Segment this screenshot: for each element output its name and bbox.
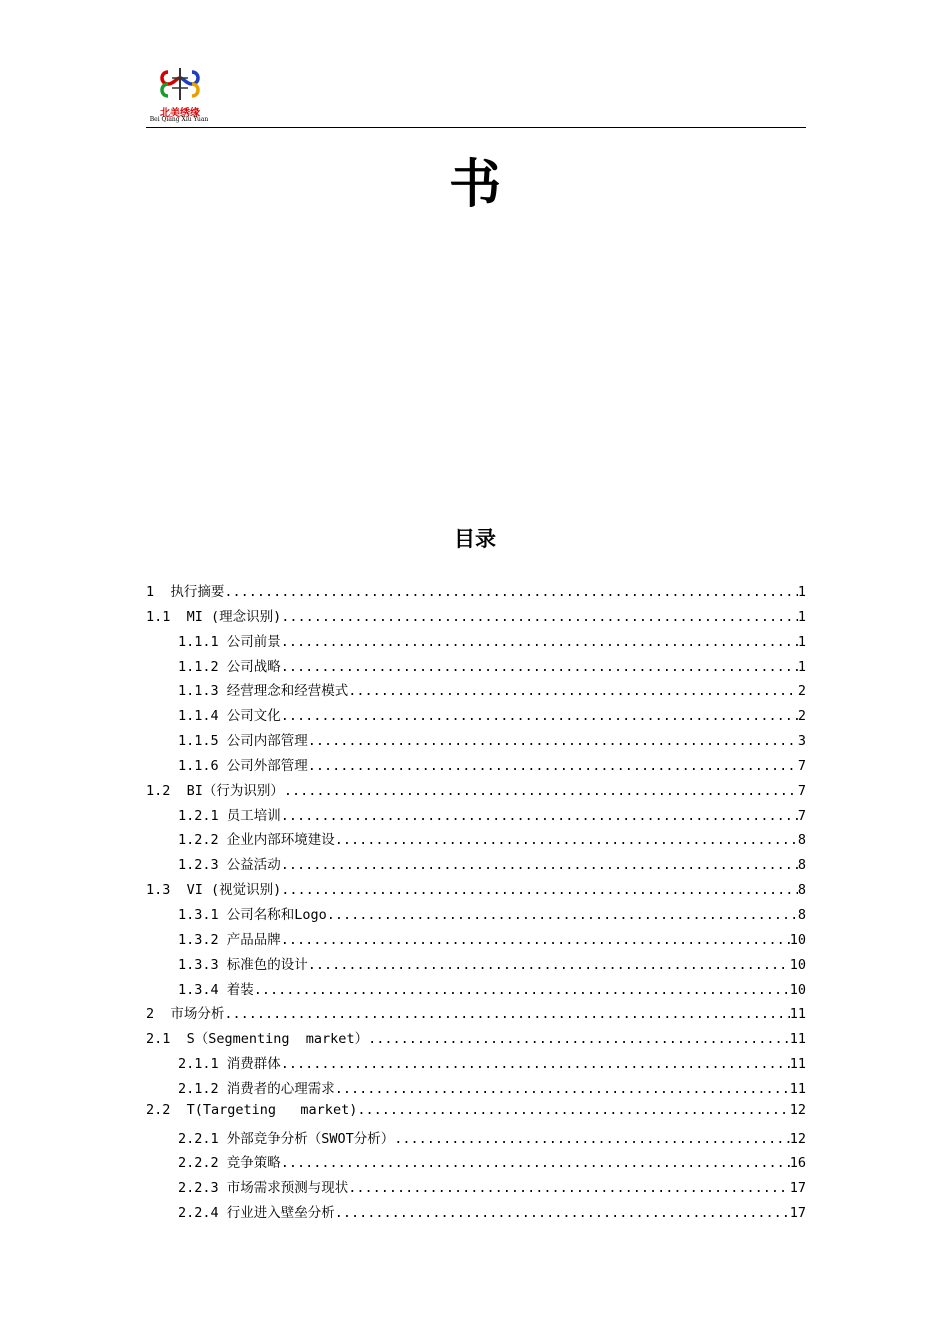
toc-entry[interactable] (146, 804, 806, 829)
company-logo (146, 66, 218, 122)
header-divider (146, 127, 806, 128)
toc-entry[interactable] (146, 754, 806, 779)
toc-entry-title: 产品品牌 (226, 931, 281, 948)
toc-entry[interactable] (146, 978, 806, 1003)
table-of-contents (146, 580, 806, 1226)
toc-entry-page: 11 (789, 1006, 806, 1023)
toc-entry-number: 1.3.4 (178, 981, 227, 998)
toc-entry-page: 11 (789, 1056, 806, 1073)
toc-dot-leader (335, 832, 798, 848)
toc-entry-number: 2.2.1 (178, 1130, 227, 1147)
toc-entry-title: MI (理念识别) (186, 608, 282, 625)
toc-entry-title: 公司名称和Logo (226, 906, 327, 923)
toc-entry[interactable] (146, 1176, 806, 1201)
toc-entry-number: 1.1.1 (178, 633, 227, 650)
logo-emblem-icon (158, 66, 202, 102)
toc-entry[interactable] (146, 878, 806, 903)
toc-entry-number: 1.1.5 (178, 733, 227, 750)
toc-entry-title: 消费群体 (226, 1056, 281, 1073)
toc-entry[interactable] (146, 828, 806, 853)
toc-entry-number: 1.1.2 (178, 658, 227, 675)
toc-entry-title: 外部竞争分析（SWOT分析） (226, 1130, 395, 1147)
toc-entry-title: 员工培训 (226, 807, 281, 824)
toc-entry[interactable] (146, 1052, 806, 1077)
toc-dot-leader (335, 1205, 790, 1221)
toc-dot-leader (394, 1131, 789, 1147)
toc-entry-page: 3 (797, 733, 806, 750)
toc-dot-leader (281, 1056, 790, 1072)
toc-entry-number: 1.3.2 (178, 931, 227, 948)
toc-dot-leader (348, 1180, 789, 1196)
toc-dot-leader (281, 1155, 790, 1171)
toc-entry-page: 17 (789, 1205, 806, 1222)
toc-entry[interactable] (146, 1151, 806, 1176)
toc-entry-number: 1.1.3 (178, 683, 227, 700)
toc-entry[interactable] (146, 704, 806, 729)
toc-entry-page: 8 (797, 906, 806, 923)
toc-entry-page: 2 (797, 683, 806, 700)
toc-entry[interactable] (146, 1201, 806, 1226)
toc-entry[interactable] (146, 729, 806, 754)
toc-entry-number: 2 (146, 1006, 171, 1023)
toc-entry-number: 1.2.3 (178, 857, 227, 874)
toc-entry[interactable] (146, 580, 806, 605)
toc-entry-title: VI (视觉识别) (186, 882, 282, 899)
toc-entry[interactable] (146, 779, 806, 804)
toc-entry-page: 11 (789, 1031, 806, 1048)
toc-entry[interactable] (146, 1077, 806, 1102)
toc-entry-title: BI（行为识别） (186, 782, 284, 799)
toc-entry-page: 11 (789, 1080, 806, 1097)
toc-entry-number: 2.2.4 (178, 1205, 227, 1222)
toc-entry[interactable] (146, 655, 806, 680)
toc-entry[interactable] (146, 953, 806, 978)
toc-entry-page: 12 (789, 1101, 806, 1118)
toc-entry-number: 1.1.4 (178, 708, 227, 725)
toc-entry-title: 公司前景 (226, 633, 281, 650)
toc-entry-page: 1 (797, 584, 806, 600)
toc-entry-number: 2.1.2 (178, 1080, 227, 1097)
toc-dot-leader (284, 783, 798, 799)
toc-entry-number: 1.2.2 (178, 832, 227, 849)
toc-entry-page: 2 (797, 708, 806, 725)
toc-entry-page: 16 (789, 1155, 806, 1172)
toc-entry-title: 市场需求预测与现状 (226, 1180, 349, 1197)
toc-entry-title: 公益活动 (226, 857, 281, 874)
toc-entry-number: 2.1 (146, 1031, 187, 1048)
toc-dot-leader (281, 634, 798, 650)
toc-entry-page: 10 (789, 931, 806, 948)
toc-dot-leader (281, 708, 798, 724)
toc-entry-number: 1.2.1 (178, 807, 227, 824)
toc-entry-title: 公司外部管理 (226, 757, 308, 774)
toc-dot-leader (224, 1006, 789, 1022)
document-title: 书 (448, 155, 501, 215)
toc-entry-number: 2.1.1 (178, 1056, 227, 1073)
toc-dot-leader (348, 683, 798, 699)
toc-entry-title: S（Segmenting market） (186, 1031, 369, 1048)
toc-heading: 目录 (454, 527, 496, 551)
toc-dot-leader (357, 1102, 789, 1118)
toc-entry-title: 市场分析 (170, 1006, 225, 1023)
toc-entry-title: 竞争策略 (226, 1155, 281, 1172)
toc-entry[interactable] (146, 1002, 806, 1027)
toc-dot-leader (327, 907, 798, 923)
toc-dot-leader (308, 957, 790, 973)
toc-entry-number: 2.2.3 (178, 1180, 227, 1197)
toc-entry[interactable] (146, 928, 806, 953)
toc-dot-leader (368, 1031, 790, 1047)
toc-entry-number: 1.1.6 (178, 757, 227, 774)
toc-entry-page: 12 (789, 1130, 806, 1147)
toc-entry-title: 公司战略 (226, 658, 281, 675)
toc-entry-title: 标准色的设计 (226, 956, 308, 973)
toc-entry-page: 7 (797, 782, 806, 799)
toc-entry-number: 1.3.1 (178, 906, 227, 923)
toc-dot-leader (281, 932, 790, 948)
toc-entry-page: 7 (797, 757, 806, 774)
toc-dot-leader (308, 758, 798, 774)
toc-entry-title: 公司内部管理 (226, 733, 308, 750)
toc-dot-leader (281, 659, 798, 675)
toc-entry-number: 1 (146, 584, 171, 600)
toc-entry-page: 8 (797, 857, 806, 874)
toc-entry-number: 2.2.2 (178, 1155, 227, 1172)
toc-dot-leader (281, 808, 798, 824)
toc-entry-title: 经营理念和经营模式 (226, 683, 349, 700)
toc-dot-leader (224, 584, 797, 600)
toc-entry-number: 1.3 (146, 882, 187, 899)
logo-chinese-name: 北美绣缘 (160, 108, 200, 119)
toc-dot-leader (335, 1081, 790, 1097)
toc-entry-page: 1 (797, 608, 806, 625)
toc-entry-page: 8 (797, 832, 806, 849)
toc-entry-page: 1 (797, 633, 806, 650)
toc-dot-leader (308, 733, 798, 749)
toc-entry-title: 行业进入壁垒分析 (226, 1205, 335, 1222)
toc-entry[interactable] (146, 630, 806, 655)
toc-entry[interactable] (146, 903, 806, 928)
toc-entry[interactable] (146, 1127, 806, 1152)
toc-entry-title: T(Targeting market) (186, 1101, 358, 1118)
toc-entry-page: 17 (789, 1180, 806, 1197)
toc-entry-page: 8 (797, 882, 806, 899)
toc-entry-title: 企业内部环境建设 (226, 832, 335, 849)
toc-entry-title: 公司文化 (226, 708, 281, 725)
toc-entry-page: 10 (789, 981, 806, 998)
toc-entry-page: 10 (789, 956, 806, 973)
toc-entry-number: 1.1 (146, 608, 187, 625)
toc-entry-title: 消费者的心理需求 (226, 1080, 335, 1097)
toc-dot-leader (281, 882, 798, 898)
toc-entry-page: 7 (797, 807, 806, 824)
toc-dot-leader (254, 982, 790, 998)
toc-entry[interactable] (146, 853, 806, 878)
logo-english-name: Bei Qiang Xiu Yuan (149, 116, 209, 123)
toc-entry[interactable] (146, 679, 806, 704)
toc-dot-leader (281, 857, 798, 873)
toc-entry[interactable] (146, 1102, 806, 1127)
toc-dot-leader (281, 609, 798, 625)
toc-entry[interactable] (146, 1027, 806, 1052)
toc-entry-title: 着装 (226, 981, 254, 998)
toc-entry-title: 执行摘要 (170, 584, 225, 600)
toc-entry-number: 1.3.3 (178, 956, 227, 973)
toc-entry[interactable] (146, 605, 806, 630)
toc-entry-number: 2.2 (146, 1101, 187, 1118)
toc-entry-page: 1 (797, 658, 806, 675)
toc-entry-number: 1.2 (146, 782, 187, 799)
